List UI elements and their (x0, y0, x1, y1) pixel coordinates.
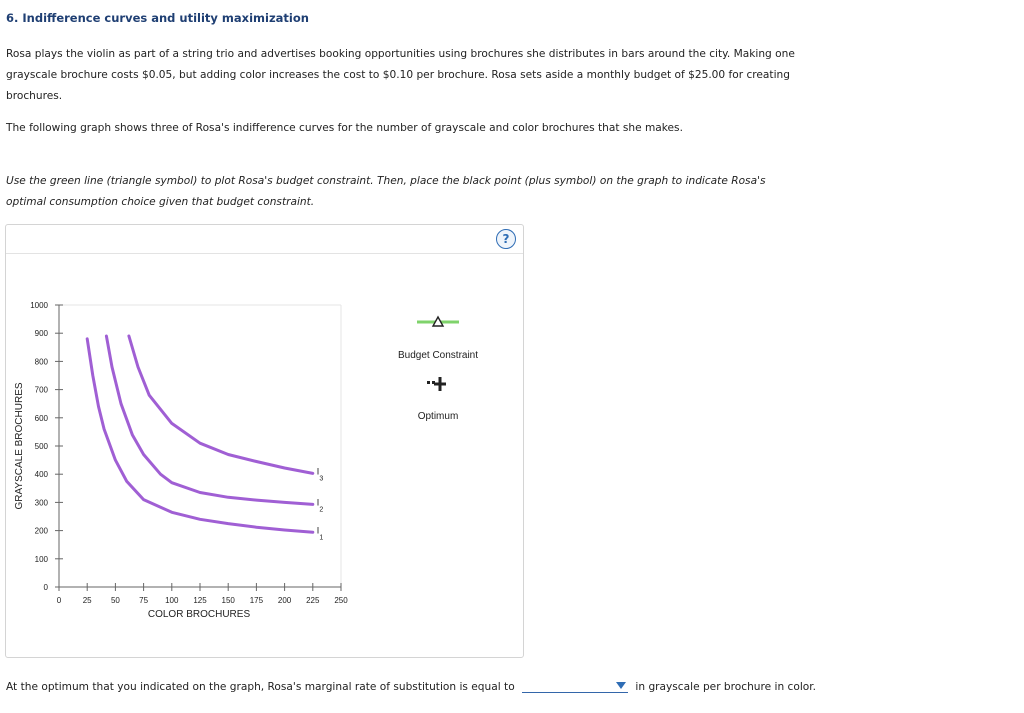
question-intro: Rosa plays the violin as part of a string trio and advertises booking opportunities using brochures she distributes in bars around the city. Making one grayscale brochure costs $0.05, but adding color increases the cost to $0.10 per brochure. Rosa sets aside a monthly budget of $25.00 for creating brochures. (6, 48, 795, 102)
x-tick-label: 0 (56, 596, 62, 605)
answer-suffix: in grayscale per brochure in color. (635, 681, 817, 693)
y-axis-label: GRAYSCALE BROCHURES (14, 382, 25, 510)
x-axis-label: COLOR BROCHURES (147, 609, 251, 620)
question-title: 6. Indifference curves and utility maximization (6, 11, 309, 25)
y-tick-label: 1000 (30, 301, 48, 310)
instructions: Use the green line (triangle symbol) to plot Rosa's budget constraint. Then, place the black point (plus symbol) on the graph to indicate Rosa's optimal consumption choice given that budget constraint. (6, 175, 766, 208)
x-tick-label: 50 (110, 596, 120, 605)
mrs-dropdown[interactable] (522, 680, 628, 693)
x-tick-label: 25 (82, 596, 92, 605)
curve-label-i1: $I_1$ (316, 525, 324, 542)
graph-panel (5, 224, 524, 658)
x-tick-label: 125 (193, 596, 207, 605)
chevron-down-icon (616, 682, 626, 689)
y-tick-label: 0 (43, 583, 48, 592)
optimum-dot[interactable] (427, 381, 430, 384)
plus-icon[interactable] (434, 377, 446, 391)
x-tick-label: 200 (277, 596, 292, 605)
y-tick-label: 700 (34, 385, 48, 395)
indifference-curve-i3 (129, 336, 313, 473)
answer-prefix: At the optimum that you indicated on the graph, Rosa's marginal rate of substitution is equal to (6, 681, 515, 693)
curve-label-i2: $I_2$ (316, 497, 324, 514)
graph-intro: The following graph shows three of Rosa's indifference curves for the number of grayscale and color brochures that she makes. (6, 122, 683, 134)
y-tick-label: 600 (34, 413, 48, 423)
x-tick-label: 175 (249, 596, 264, 605)
y-tick-label: 500 (34, 442, 48, 451)
x-tick-label: 100 (165, 596, 179, 605)
y-tick-label: 200 (34, 526, 48, 536)
y-tick-label: 300 (34, 498, 48, 508)
y-tick-label: 900 (34, 329, 48, 339)
x-tick-label: 225 (306, 596, 320, 605)
x-tick-label: 150 (221, 596, 235, 605)
budget-constraint-label: Budget Constraint (397, 350, 479, 361)
curve-label-i3: $I_3$ (316, 466, 324, 483)
y-tick-label: 100 (34, 554, 48, 564)
y-tick-label: 400 (34, 470, 48, 480)
optimum-label: Optimum (417, 411, 459, 422)
y-tick-label: 800 (34, 357, 48, 367)
x-tick-label: 75 (139, 596, 149, 605)
x-tick-label: 250 (334, 596, 348, 605)
indifference-chart[interactable] (6, 225, 523, 657)
help-icon[interactable]: ? (496, 229, 516, 249)
answer-sentence (6, 680, 816, 693)
